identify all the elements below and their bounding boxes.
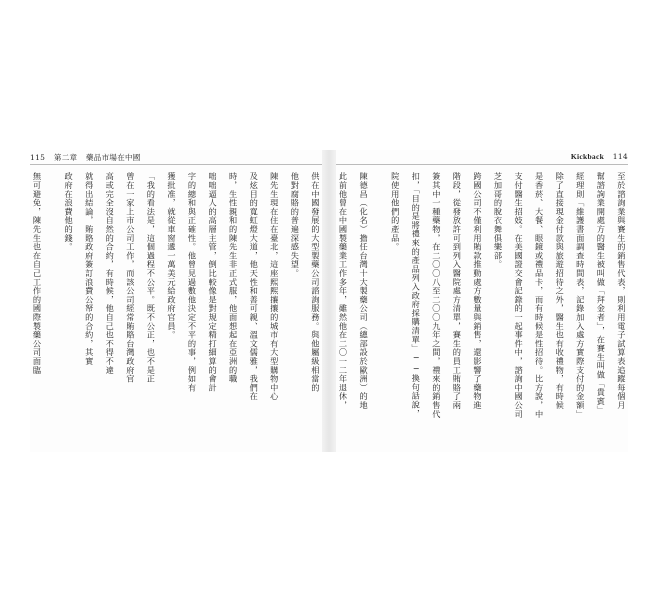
text-line: 芝加哥的脫衣舞俱樂部。 — [493, 172, 504, 269]
book-spread — [30, 150, 628, 452]
book-gutter — [322, 150, 336, 452]
text-line: 字的總和與正確性。他曾見過數他決定不平的事，例如有 — [187, 172, 198, 392]
text-line: 政府在浪費他的錢。 — [64, 172, 75, 252]
book-title: Kickback — [570, 152, 605, 161]
text-line: 支付醫生招妓。在美國證交會記錄的一起事件中，諮詢中國公司 — [514, 172, 525, 419]
left-running-head — [30, 152, 147, 163]
text-line: 咄咄逼人的高層主管，倒比較像是對規定精打細算的會計 — [208, 172, 219, 392]
text-line: 時，生性親和的陳先生非正式服，他面想起在亞洲的職 — [228, 172, 239, 384]
text-line: 陳德昌（化名）擔任台灣十大製藥公司（總部設於歐洲）的地 — [359, 172, 370, 410]
text-line: 陳先生現在住在臺北，這座熙熙攘攘的城市有大型購物中心 — [269, 172, 280, 401]
left-page-number: 115 — [30, 153, 46, 162]
text-line: 無可避免，陳先生也在自己工作的國際製藥公司面臨 — [32, 172, 43, 375]
right-body-text — [336, 172, 628, 452]
text-line: 簽其中一種藥物，在二〇〇八至二〇〇九年之間，禮來的銷售代 — [431, 172, 442, 419]
text-line: 此前他曾在中國製藥業工作多年，雖然他在二〇一二年退休， — [338, 172, 349, 410]
text-line: 至於諮詢業與賽生的銷售代表，則利用電子試算表追蹤每個月 — [616, 172, 627, 410]
right-header-rule — [336, 164, 628, 165]
text-line: 曾在一家上市公司工作，而該公司經常賄賂台灣政府官 — [125, 172, 136, 384]
left-page — [30, 150, 322, 452]
text-line: 供在中國發展的大型製藥公司諮詢服務。與他屬級相當的 — [310, 172, 321, 392]
text-line: 經理則「維護書面調查時間表，記錄加入處方實際支付的金額」 — [575, 172, 586, 419]
text-line: 就得出結論，賄賂政府簽訂浪費公帑的合約，其實 — [84, 172, 95, 366]
paragraph-gap — [51, 172, 55, 452]
text-line: 扣，「目的是將禮來的產品列入政府採購清單」──換句話說， — [411, 172, 422, 418]
chapter-label: 第二章 — [53, 153, 78, 162]
text-line: 階段，從發放許可到列入醫院處方清單，賽生的員工賄賂了兩 — [452, 172, 463, 410]
text-line: 院使用他們的產品。 — [390, 172, 401, 252]
left-body-text — [30, 172, 322, 452]
text-line: 獲批准，就從車窗遞一萬美元給政府官員。 — [166, 172, 177, 340]
right-page-number: 114 — [612, 152, 628, 161]
text-line: 他對腐賂的普遍深感失望。 — [290, 172, 301, 278]
right-page — [336, 150, 628, 452]
left-header-rule — [30, 164, 322, 165]
text-line: 「我的看法是，這個過程不公平。既不公正，也不是正 — [146, 172, 157, 384]
paragraph-gap — [377, 172, 381, 452]
right-running-head — [565, 152, 628, 161]
text-line: 高或完全沒自然的合約，有時候，他自己也不得不違 — [105, 172, 116, 375]
text-line: 及炫目的寬虹燈大道，他天性和善可親、溫文儒雅，我們在 — [249, 172, 260, 401]
chapter-title: 藥品市場在中國 — [86, 153, 141, 162]
text-line: 跨國公司不僅利用賄款推動處方數量與銷售，還影響了藥物進 — [472, 172, 483, 410]
text-line: 幫諮詢業開處方的醫生被叫做「拜金者」，在賽生叫做「貴賓」 — [596, 172, 607, 415]
text-line: 除了直接現金付款與旅遊招待之外，醫生也有收禮物，有時候 — [555, 172, 566, 410]
text-line: 是香菸、大餐、眼鏡或禮品卡，而有時候是性招待。比方說，中 — [534, 172, 545, 419]
